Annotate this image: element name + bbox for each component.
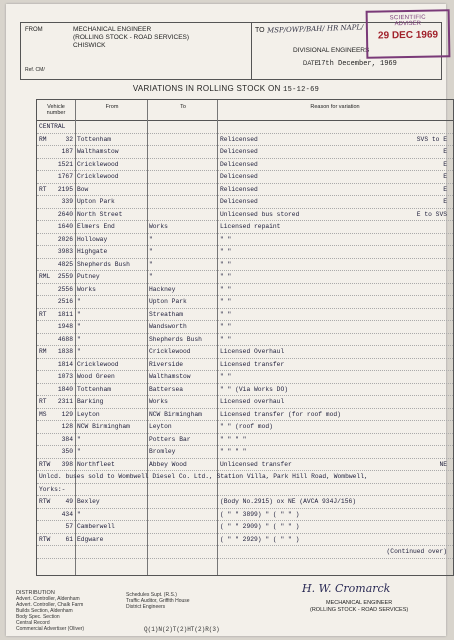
vehicle-number: 49 [65,498,73,505]
reason: " " [220,373,232,380]
reason: Delicensed [220,148,258,155]
vehicle-number: 187 [61,148,73,155]
vehicle-class: RTW [39,460,51,468]
reason: " " [220,285,232,293]
reason: Delicensed [220,173,258,180]
from-garage: Tottenham [77,135,112,143]
reason: (Body No.2915) ox NE (AVCA 934J/156) [220,498,357,505]
status-code: SVS to E [416,135,447,143]
to-garage: Works [149,223,168,230]
reason: ( " " 2909) " ( " " ) [220,523,300,530]
reason: Licensed repaint [220,223,281,230]
header-divider [251,23,252,79]
to-garage: Bromley [149,448,176,455]
status-code: E [443,198,447,205]
row-note: Unlcd. buses sold to Wombwell Diesel Co. Ltd., Station Villa, Park Hill Road, Wombwell, [39,473,368,480]
vehicle-number: 1840 [57,385,73,393]
table-row [37,421,453,434]
table-row [37,534,453,547]
table-row [37,334,453,347]
vehicle-number: 4825 [57,260,73,268]
vehicle-number: 2516 [57,298,73,305]
to-garage: Leyton [149,423,172,430]
reason: " " [220,310,232,318]
vehicle-number: 32 [65,135,73,143]
vehicle-number: 57 [65,523,73,530]
to-garage: " [149,248,153,255]
from-garage: Cricklewood [77,160,119,168]
from-garage: Putney [77,273,100,280]
status-code: NE [439,460,447,468]
vehicle-number: 2026 [57,235,73,243]
status-code: E [443,173,447,180]
vehicle-number: 1640 [57,223,73,230]
table-row [37,159,453,172]
vehicle-number: 350 [61,448,73,455]
from-garage: " [77,435,81,443]
reason: ( " " 2929) " ( " " ) [220,535,300,543]
handwritten-recipients: MSP/OWP/BAH/ HR NAPL/ [266,23,364,35]
table-row [37,134,453,147]
vehicle-number: 384 [61,435,73,443]
vehicle-class: RT [39,398,47,405]
col-from: From [105,104,119,110]
from-garage: Works [77,285,96,293]
vehicle-class: CENTRAL [39,123,66,130]
to-garage: Hackney [149,285,176,293]
table-row [37,496,453,509]
table-row [37,296,453,309]
to-garage: Abbey Wood [149,460,187,468]
from-garage: Upton Park [77,198,115,205]
table-body [37,121,453,559]
from-garage: " [77,310,81,318]
table-row [37,384,453,397]
table-row [37,521,453,534]
table-row [37,234,453,247]
table-row [37,309,453,322]
vehicle-number: 2640 [57,210,73,218]
to-garage: " [149,260,153,268]
status-code: E to SVS [416,210,447,218]
status-code: E [443,160,447,168]
row-note: Yorks:- [39,485,66,493]
table-row [37,509,453,522]
vehicle-number: 1073 [57,373,73,380]
from-garage: Walthamstow [77,148,119,155]
vehicle-class: MS [39,410,47,418]
to-garage: Wandsworth [149,323,187,330]
to-garage: " [149,273,153,280]
reason: ( " " 3899) " ( " " ) [220,510,300,518]
from-garage: " [77,298,81,305]
reason: " " [220,235,232,243]
vehicle-number: 1767 [57,173,73,180]
to-garage: Riverside [149,360,184,368]
vehicle-number: 128 [61,423,73,430]
vehicle-class: RTW [39,535,51,543]
date-value: 17th December, 1969 [317,60,397,68]
table-row [37,434,453,447]
from-garage: Edgware [77,535,104,543]
reason: " " (Via Works DO) [220,385,289,393]
vehicle-number: 434 [61,510,73,518]
table-row [37,371,453,384]
table-row [37,146,453,159]
vehicle-number: 2556 [57,285,73,293]
table-row [37,459,453,472]
to-garage: Streatham [149,310,184,318]
vehicle-number: 4688 [57,335,73,343]
from-garage: " [77,335,81,343]
table-row [37,409,453,422]
distribution-list: DISTRIBUTION Advert. Controller, Aldenham Advert. Controller, Chalk Farm Builds Section, Aldenham Body Spec. Section Central Record Commercial Advertiser (Oliver) [16,590,85,632]
reason: " " [220,335,232,343]
from-garage: Highgate [77,248,108,255]
from-garage: Bexley [77,498,100,505]
vehicle-number: 1814 [57,360,73,368]
vehicle-class: RTW [39,498,51,505]
from-address: MECHANICAL ENGINEER (ROLLING STOCK - ROAD SERVICES) CHISWICK [73,26,190,49]
reason: Licensed overhaul [220,398,285,405]
to-garage: Works [149,398,168,405]
from-garage: Bow [77,185,89,193]
table-row [37,471,453,484]
vehicle-number: 2559 [57,273,73,280]
status-code: E [443,185,447,193]
signature: H. W. Cromarck [302,582,391,595]
reason: " " (roof mod) [220,423,273,430]
table-row [37,121,453,134]
table-row [37,359,453,372]
table-row [37,259,453,272]
table-row [37,184,453,197]
table-row [37,346,453,359]
vehicle-number: 1948 [57,323,73,330]
vehicle-class: RM [39,135,47,143]
from-garage: NCW Birmingham [77,423,130,430]
vehicle-number: 339 [61,198,73,205]
to-label: TO [255,27,265,34]
table-row [37,221,453,234]
reason: " " [220,323,232,330]
from-garage: Barking [77,398,104,405]
status-code: (Continued over) [386,548,447,555]
from-garage: " [77,323,81,330]
from-garage: Shepherds Bush [77,260,130,268]
from-garage: Wood Green [77,373,115,380]
date-label: DATE [303,61,319,67]
table-row [37,196,453,209]
vehicle-number: 398 [61,460,73,468]
from-garage: North Street [77,210,123,218]
table-row [37,284,453,297]
table-row [37,271,453,284]
to-garage: Cricklewood [149,348,191,355]
table-row [37,209,453,222]
document-title: VARIATIONS IN ROLLING STOCK ON 15-12-69 [132,84,320,94]
table-row [37,396,453,409]
to-garage: " [149,235,153,243]
from-garage: Cricklewood [77,173,119,180]
signatory-title: MECHANICAL ENGINEER (ROLLING STOCK - ROAD SERVICES) [310,600,409,613]
to-garage: Shepherds Bush [149,335,202,343]
vehicle-number: 2311 [57,398,73,405]
reason: Licensed transfer [220,360,285,368]
vehicle-number: 61 [65,535,73,543]
vehicle-number: 1521 [57,160,73,168]
from-garage: Holloway [77,235,108,243]
table-row [37,546,453,559]
vehicle-number: 129 [61,410,73,418]
received-stamp: SCIENTIFIC ADVISER 29 DEC 1969 [366,9,451,58]
vehicle-number: 2195 [57,185,73,193]
reason: " " [220,273,232,280]
reason: " " " " [220,448,247,455]
vehicle-class: RM [39,348,47,355]
to-garage: Upton Park [149,298,187,305]
to-garage: Battersea [149,385,184,393]
reason: Relicensed [220,135,258,143]
reason: Delicensed [220,160,258,168]
reason: Delicensed [220,198,258,205]
col-to: To [180,104,186,110]
from-garage: Tottenham [77,385,112,393]
vehicle-number: 3983 [57,248,73,255]
document-page [6,4,446,636]
from-garage: Elmers End [77,223,115,230]
variations-table [36,99,454,576]
status-code: E [443,148,447,155]
table-row [37,321,453,334]
table-row [37,446,453,459]
vehicle-class: RT [39,310,47,318]
from-label: FROM [25,27,43,33]
reason: " " [220,298,232,305]
vehicle-number: 1811 [57,310,73,318]
to-garage: Walthamstow [149,373,191,380]
vehicle-class: RML [39,273,51,280]
col-vehicle: Vehicle number [46,104,66,116]
from-garage: " [77,348,81,355]
reason: Licensed transfer (for roof mod) [220,410,341,418]
table-row [37,246,453,259]
vehicle-class: RT [39,185,47,193]
vehicle-number: 1838 [57,348,73,355]
reason: Unlicensed bus stored [220,210,300,218]
distribution-codes: Q(1)N(2)T(2)HT(2)R(3) [144,626,220,633]
col-reason: Reason for variation [310,104,360,110]
table-header [37,100,453,121]
reason: Unlicensed transfer [220,460,292,468]
reason: Relicensed [220,185,258,193]
reason: " " " " [220,435,247,443]
divisional-engineers: DIVISIONAL ENGINEERS [293,47,370,54]
to-garage: NCW Birmingham [149,410,202,418]
reference-label: Ref. CM/ [25,67,45,73]
reason: " " [220,260,232,268]
from-garage: Leyton [77,410,100,418]
reason: Licensed Overhaul [220,348,285,355]
from-garage: Cricklewood [77,360,119,368]
table-row [37,171,453,184]
from-garage: Northfleet [77,460,115,468]
to-garage: Potters Bar [149,435,191,443]
reason: " " [220,248,232,255]
from-garage: " [77,510,81,518]
table-row [37,484,453,497]
from-garage: " [77,448,81,455]
from-garage: Camberwell [77,523,115,530]
schedules-list: Schedules Supt. (R.S.) Traffic Auditor, Griffith House District Engineers [126,592,190,610]
